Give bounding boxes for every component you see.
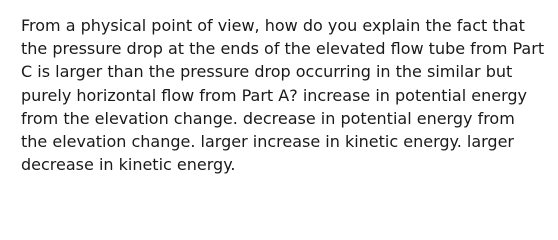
question-text: From a physical point of view, how do you explain the fact that the pressure drop at the ends of the elevated flow tube from Part C is larger than the pressure drop occurring in the similar but purely horizontal flow from Part A? increase in potential energy from the elevation change. decrease in potential energy from the elevation change. larger increase in kinetic energy. larger decrease in kinetic energy. bbox=[21, 16, 545, 175]
